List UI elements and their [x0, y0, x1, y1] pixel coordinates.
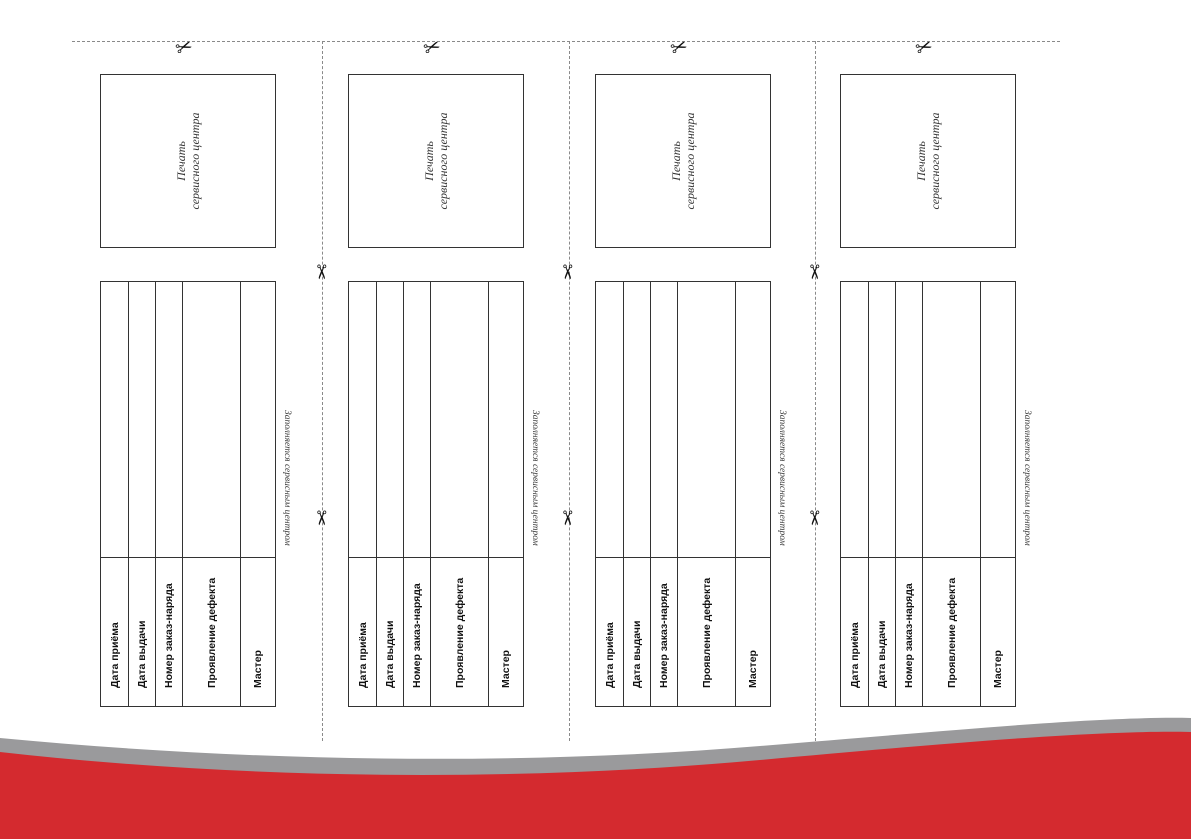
stamp-label-line2: сервисного центра — [683, 112, 697, 210]
scissors-icon: ✂ — [912, 34, 937, 62]
stamp-label-line1: Печать — [174, 141, 188, 181]
field-defect: Проявление дефекта — [700, 577, 713, 688]
table-column — [651, 282, 678, 706]
table-column — [869, 282, 896, 706]
field-date-received: Дата приёма — [848, 622, 861, 688]
field-master: Мастер — [252, 650, 264, 688]
stamp-label-line2: сервисного центра — [188, 112, 202, 210]
stamp-label-line1: Печать — [422, 141, 436, 181]
service-record-table — [100, 281, 276, 707]
field-defect: Проявление дефекта — [453, 577, 466, 688]
stamp-label — [174, 76, 202, 246]
stamp-box — [348, 74, 524, 248]
scissors-icon: ✂ — [172, 34, 197, 62]
table-column — [349, 282, 377, 706]
field-master: Мастер — [992, 650, 1004, 688]
table-column — [736, 282, 770, 706]
table-column — [678, 282, 736, 706]
table-column — [596, 282, 624, 706]
decorative-wave — [0, 700, 1191, 839]
scissors-icon: ✂ — [667, 34, 692, 62]
table-column — [129, 282, 156, 706]
service-record-table — [348, 281, 524, 707]
field-master: Мастер — [500, 650, 512, 688]
field-master: Мастер — [747, 650, 759, 688]
table-column — [624, 282, 651, 706]
stamp-label-line2: сервисного центра — [436, 112, 450, 210]
stamp-label — [422, 76, 450, 246]
stamp-box — [595, 74, 771, 248]
fill-note: Заполняется сервисным центром — [282, 410, 292, 546]
scissors-icon: ✂ — [555, 263, 578, 281]
field-defect: Проявление дефекта — [945, 577, 958, 688]
table-column — [183, 282, 241, 706]
table-column — [404, 282, 431, 706]
scissors-icon: ✂ — [309, 509, 332, 527]
table-column — [377, 282, 404, 706]
scissors-icon: ✂ — [420, 34, 445, 62]
field-date-issued: Дата выдачи — [136, 620, 148, 688]
field-defect: Проявление дефекта — [205, 577, 218, 688]
field-order-number: Номер заказ-наряда — [658, 583, 670, 688]
stamp-label-line1: Печать — [914, 141, 928, 181]
stamp-label — [914, 76, 942, 246]
table-column — [981, 282, 1015, 706]
scissors-icon: ✂ — [802, 509, 825, 527]
stamp-label-line1: Печать — [669, 141, 683, 181]
field-date-received: Дата приёма — [108, 622, 121, 688]
field-order-number: Номер заказ-наряда — [163, 583, 175, 688]
table-column — [241, 282, 275, 706]
table-column — [156, 282, 183, 706]
table-column — [101, 282, 129, 706]
stamp-box — [100, 74, 276, 248]
stamp-label — [669, 76, 697, 246]
service-record-table — [840, 281, 1016, 707]
fill-note: Заполняется сервисным центром — [1022, 410, 1032, 546]
field-date-issued: Дата выдачи — [631, 620, 643, 688]
table-column — [431, 282, 489, 706]
field-date-issued: Дата выдачи — [876, 620, 888, 688]
scissors-icon: ✂ — [555, 509, 578, 527]
table-column — [841, 282, 869, 706]
scissors-icon: ✂ — [309, 263, 332, 281]
stamp-box — [840, 74, 1016, 248]
fill-note: Заполняется сервисным центром — [777, 410, 787, 546]
field-date-received: Дата приёма — [603, 622, 616, 688]
table-column — [489, 282, 523, 706]
table-column — [923, 282, 981, 706]
field-order-number: Номер заказ-наряда — [411, 583, 423, 688]
fill-note: Заполняется сервисным центром — [530, 410, 540, 546]
wave-red-band — [0, 732, 1191, 839]
field-date-issued: Дата выдачи — [384, 620, 396, 688]
scissors-icon: ✂ — [802, 263, 825, 281]
field-order-number: Номер заказ-наряда — [903, 583, 915, 688]
field-date-received: Дата приёма — [356, 622, 369, 688]
service-record-table — [595, 281, 771, 707]
table-column — [896, 282, 923, 706]
stamp-label-line2: сервисного центра — [928, 112, 942, 210]
